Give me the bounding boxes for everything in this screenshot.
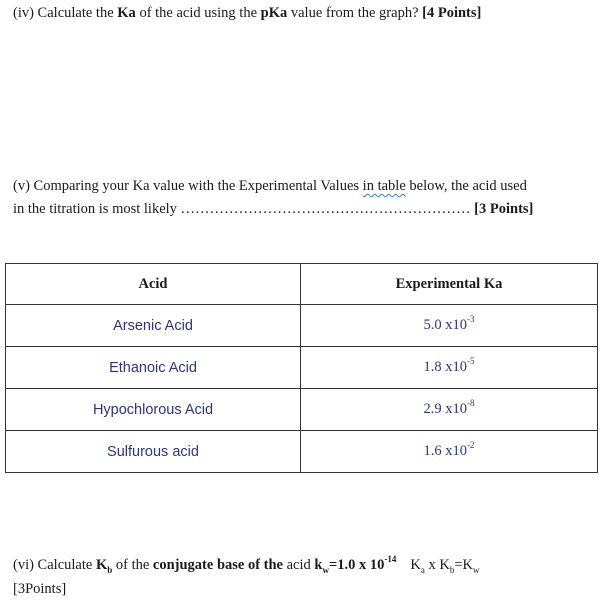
- ka-value: 1.8 $x10^{-5}$: [301, 347, 598, 389]
- table-row: [6, 305, 598, 347]
- q6-text-3: acid: [283, 557, 315, 573]
- q4-text-1: (iv) Calculate the: [13, 5, 118, 21]
- question-v-line2: [13, 198, 533, 220]
- q5-points: [3 Points]: [474, 201, 534, 217]
- q5-text-1: (v) Comparing your Ka value with the Experimental Values: [13, 178, 363, 194]
- acid-name: Arsenic Acid: [6, 305, 301, 347]
- q4-ka-bold: Ka: [117, 5, 136, 21]
- acid-name: Hypochlorous Acid: [6, 389, 301, 431]
- table-row: [6, 389, 598, 431]
- acid-name: Sulfurous acid: [6, 431, 301, 473]
- question-iv: [13, 2, 481, 24]
- ka-value: 5.0 $x10^{-3}$: [301, 305, 598, 347]
- q6-points: [3Points]: [13, 581, 67, 597]
- q4-points: [4 Points]: [422, 5, 482, 21]
- q4-text-3: value from the graph?: [287, 5, 423, 21]
- q6-text-1: (vi) Calculate: [13, 557, 96, 573]
- q5-spellcheck-phrase: in table: [362, 178, 406, 194]
- q6-text-2: of the: [112, 557, 153, 573]
- q6-conjugate-base: conjugate base of the: [152, 557, 283, 573]
- q5-answer-blank: ……………………………………………………: [180, 201, 475, 217]
- q6-kw-value: $k_w=1.0$ x $10^{-14}$: [314, 554, 397, 575]
- q5-text-2: below, the acid used: [405, 178, 527, 194]
- q4-pka-bold: pKa: [260, 5, 288, 21]
- table-row: [6, 431, 598, 473]
- q5-text-3: in the titration is most likely: [13, 201, 181, 217]
- question-v-line1: [13, 175, 527, 197]
- table-row: [6, 347, 598, 389]
- acid-name: Ethanoic Acid: [6, 347, 301, 389]
- ka-value: 2.9 $x10^{-8}$: [301, 389, 598, 431]
- q6-relation: $K_a$ x $K_b=K_w$: [410, 557, 480, 575]
- experimental-ka-table: [5, 263, 598, 473]
- header-acid: Acid: [6, 264, 301, 305]
- ka-value: 1.6 $x10^{-2}$: [301, 431, 598, 473]
- question-vi-line2: [13, 578, 66, 600]
- header-experimental-ka: Experimental Ka: [301, 264, 598, 305]
- q4-text-2: of the acid using the: [135, 5, 261, 21]
- question-vi-line1: [13, 554, 480, 576]
- table-header-row: [6, 264, 598, 305]
- q6-kb: $K_b$: [95, 557, 113, 575]
